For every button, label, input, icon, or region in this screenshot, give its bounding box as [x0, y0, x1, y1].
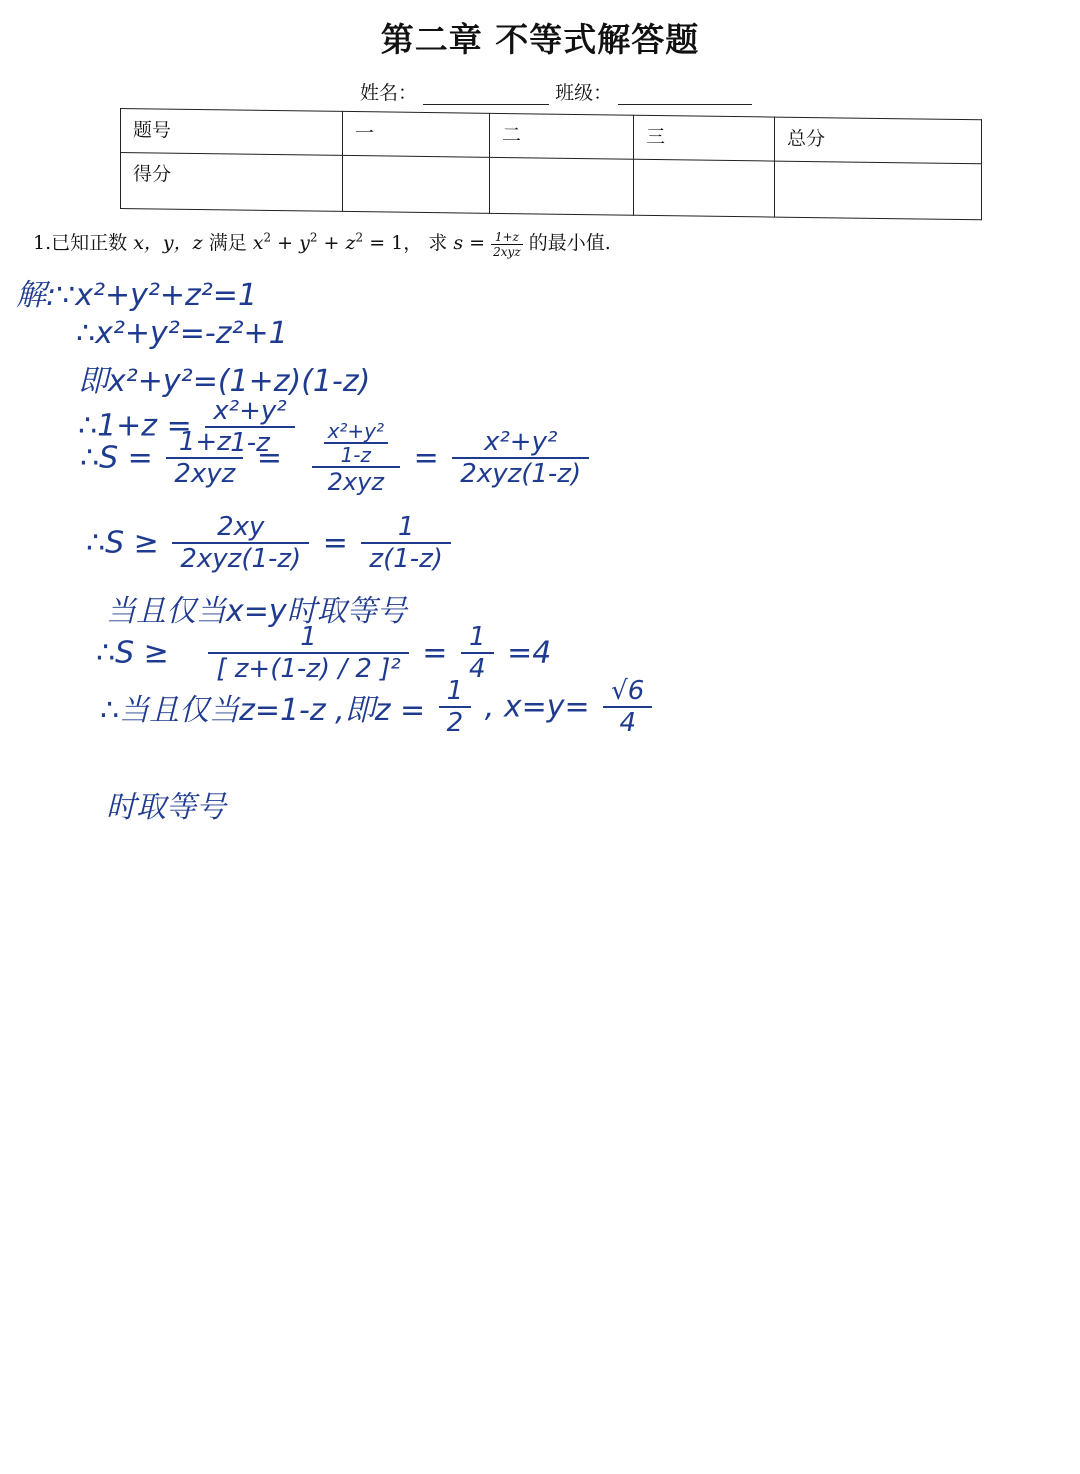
l5-f2-inner-fraction: [324, 420, 388, 466]
l6-f2-numerator: 1: [361, 512, 451, 544]
l6-f1-numerator: 2xy: [172, 512, 309, 544]
solution-line-8: [96, 622, 551, 684]
l6-f2-denominator: z(1-z): [369, 544, 443, 574]
l9-root-fraction: [603, 676, 652, 738]
question-vars: x，y，z: [133, 232, 203, 254]
solution-line-9: [100, 676, 656, 738]
s-numerator: 1+z: [491, 230, 523, 245]
l8-denominator: [ z+(1-z) / 2 ]²: [216, 654, 401, 684]
score-cell: 二: [490, 113, 634, 159]
l4-numerator: x²+y²: [205, 396, 294, 428]
l6-lhs: ∴S ≥: [86, 525, 159, 561]
exp: 2: [355, 230, 364, 245]
l5-f3-numerator: x²+y²: [452, 427, 589, 459]
l8-quarter-den: 4: [468, 654, 486, 684]
score-cell: 一: [343, 111, 490, 157]
exp: 2: [263, 230, 272, 245]
s-denominator: 2xyz: [493, 244, 521, 259]
l5-f2-numerator: [312, 420, 400, 468]
score-cell: 总分: [775, 117, 982, 164]
l8-fraction: [208, 622, 408, 684]
l9-half: [439, 676, 472, 738]
score-cell: 题号: [121, 109, 343, 156]
l5-equals: =: [256, 440, 283, 476]
solution-line-7: 当且仅当x=y时取等号: [106, 594, 407, 629]
condition-tail: = 1，: [369, 232, 423, 254]
l6-fraction-1: [172, 512, 309, 574]
l8-result: =4: [507, 635, 552, 671]
l9-half-den: 2: [446, 708, 464, 738]
score-cell: 得分: [121, 153, 343, 212]
score-cell: 三: [634, 115, 775, 161]
l9-root-num: √6: [603, 676, 652, 708]
l5-fraction-1: [166, 427, 243, 489]
l9-text-a: ∴当且仅当z=1-z ,即z =: [100, 693, 426, 728]
solution-line-2: ∴x²+y²=-z²+1: [76, 316, 288, 351]
l5-f2-inner-num: x²+y²: [324, 420, 388, 444]
class-label: 班级：: [555, 82, 613, 104]
l4-lhs: ∴1+z =: [78, 408, 192, 444]
question-satisfies: 满足: [208, 232, 247, 254]
exp: 2: [309, 230, 318, 245]
l4-denominator: 1-z: [230, 428, 270, 458]
l5-f2-inner-den: 1-z: [340, 443, 372, 467]
l5-lhs: ∴S =: [80, 440, 153, 476]
question-prefix: 1.已知正数: [33, 232, 128, 254]
condition-x: x: [252, 232, 264, 254]
l8-quarter-num: 1: [461, 622, 494, 654]
l8-quarter: [461, 622, 494, 684]
l5-fraction-2: [312, 420, 400, 496]
question-1: 1.已知正数 x，y，z 满足 $x^2 + y^2 + z^2 = 1$， 求 s = $\frac{1+z}{\text{2xyz}}$ 的最小值.: [33, 229, 611, 259]
s-equals: s =: [453, 232, 486, 254]
l8-numerator: 1: [208, 622, 408, 654]
l5-f3-denominator: 2xyz(1-z): [460, 459, 582, 489]
l5-f1-numerator: 1+z: [166, 427, 243, 459]
l5-equals-2: =: [413, 440, 439, 476]
solution-line-6: [86, 512, 455, 574]
l8-lhs: ∴S ≥: [96, 635, 169, 671]
question-ask: 求: [428, 232, 448, 254]
l5-fraction-3: [452, 427, 589, 489]
l9-text-b: , x=y=: [484, 689, 590, 725]
question-suffix: 的最小值.: [528, 232, 611, 254]
l6-f1-denominator: 2xyz(1-z): [180, 544, 302, 574]
name-label: 姓名：: [360, 82, 418, 104]
l5-f1-denominator: 2xyz: [174, 459, 236, 489]
l6-fraction-2: [361, 512, 451, 574]
l6-equals: =: [322, 525, 348, 561]
solution-line-3: 即x²+y²=(1+z)(1-z): [78, 364, 371, 399]
condition-z: z: [345, 232, 356, 254]
page-title: 第二章 不等式解答题: [380, 20, 700, 59]
solution-line-10: 时取等号: [106, 790, 226, 825]
l5-f2-denominator: 2xyz: [327, 468, 384, 496]
l8-equals: =: [422, 635, 448, 671]
condition-y: y: [299, 232, 310, 254]
solution-line-5: [80, 420, 593, 496]
l9-root-den: 4: [619, 708, 636, 738]
l9-half-num: 1: [439, 676, 472, 708]
solution-line-1: 解:∵x²+y²+z²=1: [16, 278, 258, 313]
